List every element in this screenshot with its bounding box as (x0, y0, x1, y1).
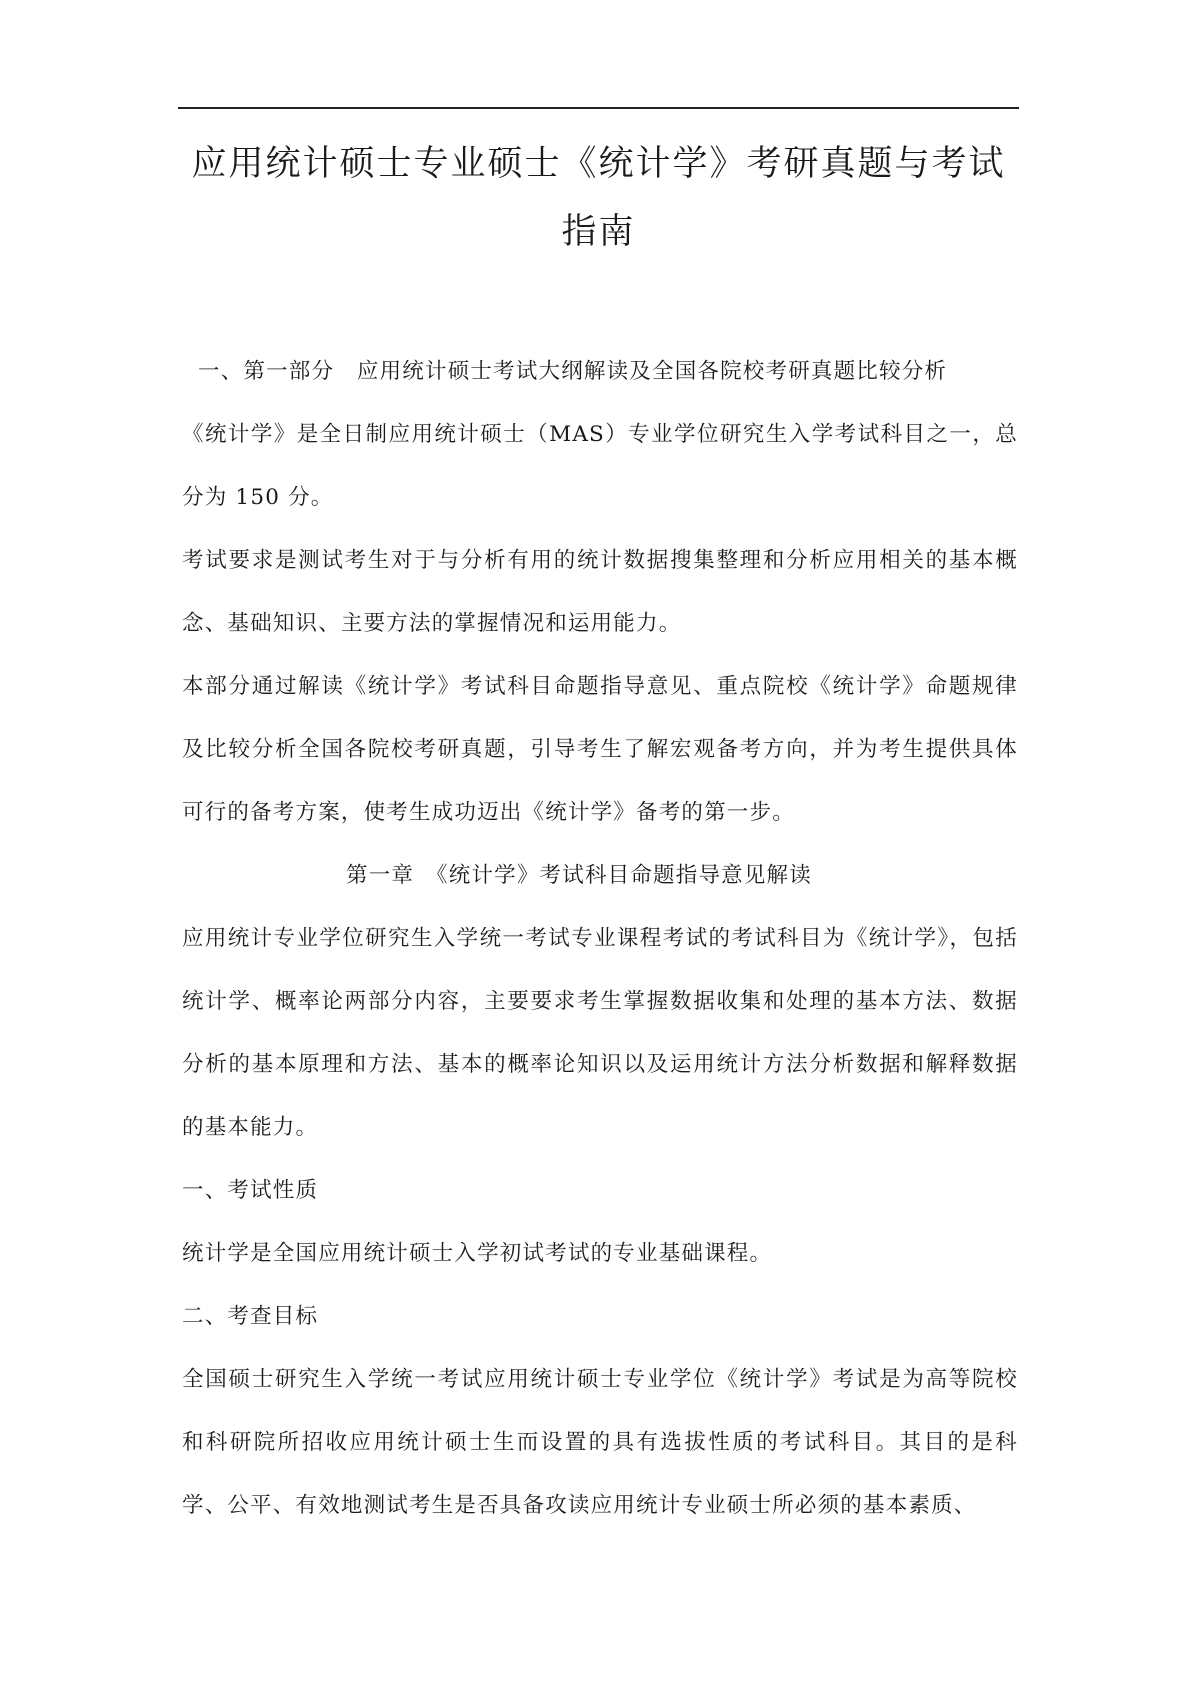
subsection-heading-exam-nature: 一、考试性质 (182, 1178, 319, 1203)
intro-paragraph-2: 考试要求是测试考生对于与分析有用的统计数据搜集整理和分析应用相关的基本概念、基础知识、主要方法的掌握情况和运用能力。 (182, 548, 1018, 636)
intro-paragraph-1: 《统计学》是全日制应用统计硕士（MAS）专业学位研究生入学考试科目之一，总分为 150 分。 (182, 422, 1018, 510)
chapter-heading: 第一章 《统计学》考试科目命题指导意见解读 (346, 863, 812, 888)
exam-nature-paragraph: 统计学是全国应用统计硕士入学初试考试的专业基础课程。 (182, 1241, 773, 1266)
chapter-paragraph: 应用统计专业学位研究生入学统一考试专业课程考试的考试科目为《统计学》，包括统计学、概率论两部分内容，主要要求考生掌握数据收集和处理的基本方法、数据分析的基本原理和方法、基本的概率论知识以及运用统计方法分析数据和解释数据的基本能力。 (182, 926, 1018, 1140)
document-body (182, 340, 1018, 1537)
document-title: 应用统计硕士专业硕士《统计学》考研真题与考试指南 (191, 144, 1006, 252)
exam-goals-paragraph: 全国硕士研究生入学统一考试应用统计硕士专业学位《统计学》考试是为高等院校和科研院所招收应用统计硕士生而设置的具有选拔性质的考试科目。其目的是科学、公平、有效地测试考生是否具备攻读应用统计专业硕士所必须的基本素质、 (182, 1367, 1018, 1518)
subsection-heading-exam-goals: 二、考查目标 (182, 1304, 319, 1329)
header-rule (178, 107, 1019, 109)
intro-paragraph-3: 本部分通过解读《统计学》考试科目命题指导意见、重点院校《统计学》命题规律及比较分析全国各院校考研真题，引导考生了解宏观备考方向，并为考生提供具体可行的备考方案，使考生成功迈出《统计学》备考的第一步。 (182, 674, 1018, 825)
section-heading: 一、第一部分 应用统计硕士考试大纲解读及全国各院校考研真题比较分析 (198, 359, 948, 384)
